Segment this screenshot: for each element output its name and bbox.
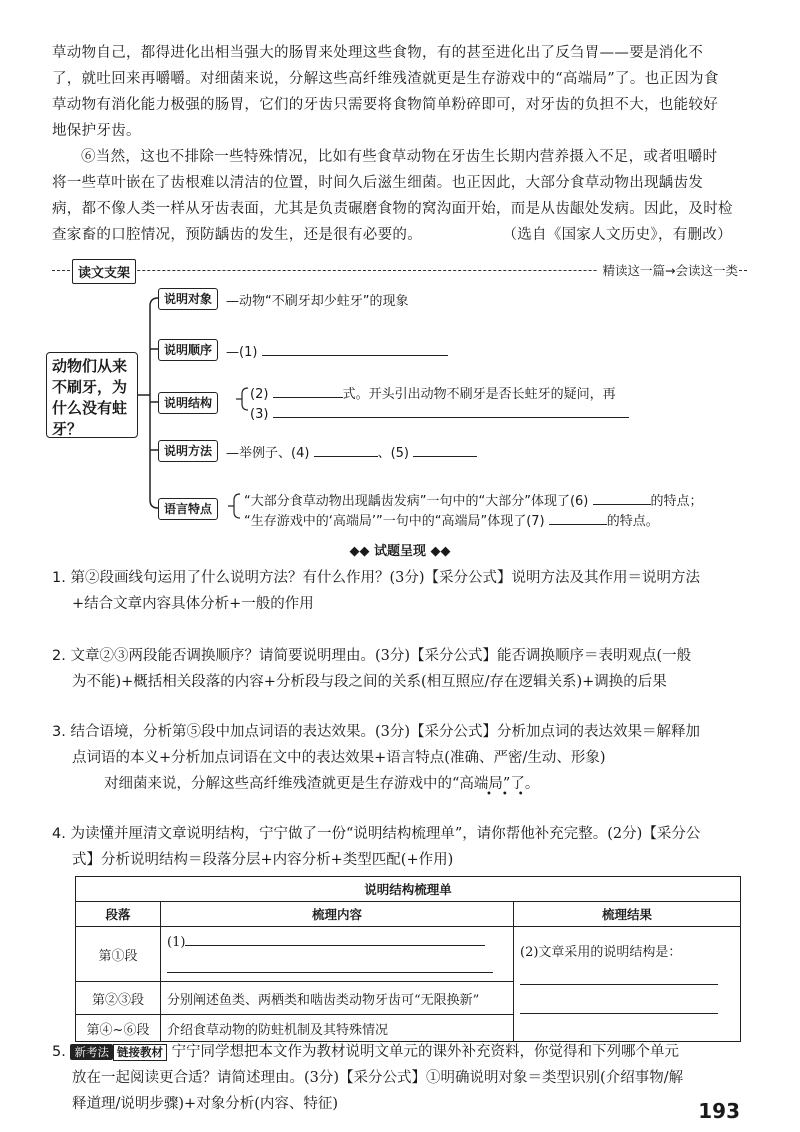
mindmap-node-language: 语言特点 <box>158 498 218 520</box>
section-right-text: 精读这一篇→会读这一类 <box>597 261 738 279</box>
mindmap-node-object: 说明对象 <box>158 288 218 310</box>
page-number: 193 <box>698 1099 740 1123</box>
mindmap-node-order-text: —(1) <box>226 341 448 360</box>
mindmap-node-structure-text-1: (2) 式。开头引出动物不刷牙是否长蛀牙的疑问，再 <box>250 383 616 402</box>
blank-label-3: (3) <box>250 407 269 422</box>
blank-4[interactable] <box>314 442 378 457</box>
badge-textbook-link: 链接教材 <box>113 1044 167 1061</box>
table-cell-para: 第①段 <box>76 927 161 982</box>
blank-6[interactable] <box>593 490 651 505</box>
table-blank-1b[interactable] <box>167 958 493 973</box>
question-4-line-1: 4. 为读懂并厘清文章说明结构，宁宁做了一份“说明结构梳理单”，请你帮他补充完整。(2分)【采分公 <box>52 826 701 842</box>
blank-2[interactable] <box>273 383 343 398</box>
article-source: （选自《国家人文历史》，有删改） <box>502 227 732 243</box>
table-cell-para: 第④~⑥段 <box>76 1015 161 1042</box>
table-cell-para: 第②③段 <box>76 982 161 1015</box>
mindmap-node-structure-text-2 <box>250 403 629 422</box>
mindmap-node-method: 说明方法 <box>158 440 218 462</box>
blank-label-2: (2) <box>250 387 269 402</box>
blank-label-1: (1) <box>239 345 258 360</box>
article-line: 了，就吐回来再嚼嚼。对细菌来说，分解这些高纤维残渣就更是生存游戏中的“高端局”了。也正因为食 <box>52 71 719 87</box>
question-3-line-1: 3. 结合语境，分析第⑤段中加点词语的表达效果。(3分)【采分公式】分析加点词的表达效果＝解释加 <box>52 724 700 740</box>
table-blank-2b[interactable] <box>520 999 718 1014</box>
table-cell-content: 分别阐述鱼类、两栖类和啮齿类动物牙齿可“无限换新” <box>161 982 514 1015</box>
table-header: 段落 <box>76 902 161 927</box>
blank-label-7: “生存游戏中的‘高端局’”一句中的“高端局”体现了(7) <box>244 514 545 529</box>
badge-new-method: 新考法 <box>70 1044 113 1060</box>
question-5-line-2: 放在一起阅读更合适？请简述理由。(3分)【采分公式】①明确说明对象＝类型识别(介绍事物/解 <box>72 1070 684 1086</box>
blank-label-4: —举例子、(4) <box>226 446 310 461</box>
mindmap-node-structure: 说明结构 <box>158 392 218 414</box>
article-last-line: 查家畜的口腔情况，预防龋齿的发生，还是很有必要的。 <box>52 227 422 243</box>
table-blank-2a[interactable] <box>520 970 718 985</box>
section-label: 读文支架 <box>72 259 136 284</box>
question-3-line-2: 点词语的本义+分析加点词语在文中的表达效果+语言特点(准确、严密/生动、形象) <box>72 750 606 766</box>
table-row <box>76 927 741 982</box>
article-line: 病，都不像人类一样从牙齿表面，尤其是负责碾磨食物的窝沟面开始，而是从齿龈处发病。因此，及时检 <box>52 201 733 217</box>
table-header: 梳理结果 <box>514 902 741 927</box>
question-5-line-1: 5. 新考法 链接教材 宁宁同学想把本文作为教材说明文单元的课外补充资料，你觉得和下列哪个单元 <box>52 1044 680 1060</box>
table-result-label: (2)文章采用的说明结构是： <box>520 945 682 960</box>
section-title: ◆◆ 试题呈现 ◆◆ <box>349 544 451 559</box>
blank-3[interactable] <box>273 403 629 418</box>
blank-1[interactable] <box>262 341 448 356</box>
question-5-line-3: 释道理/说明步骤)+对象分析(内容、特征) <box>72 1096 339 1112</box>
table-title: 说明结构梳理单 <box>76 877 741 902</box>
article-line: ⑥当然，这也不排除一些特殊情况，比如有些食草动物在牙齿生长期内营养摄入不足，或者咀嚼时 <box>81 149 718 165</box>
question-3-quote: 对细菌来说，分解这些高纤维残渣就更是生存游戏中的“高端局”了。 <box>104 776 540 792</box>
mindmap-node-object-text: —动物“不刷牙却少蛀牙”的现象 <box>226 294 409 309</box>
emphasis-dots: ••• <box>486 789 534 800</box>
blank-label-6: “大部分食草动物出现龋齿发病”一句中的“大部分”体现了(6) <box>244 494 589 509</box>
question-4-line-2: 式】分析说明结构＝段落分层+内容分析+类型匹配(+作用) <box>72 852 454 868</box>
question-1-line-2: +结合文章内容具体分析+一般的作用 <box>72 596 314 612</box>
table-cell-content <box>161 927 514 982</box>
article-line: 地保护牙齿。 <box>52 123 141 139</box>
table-header: 梳理内容 <box>161 902 514 927</box>
article-line: 草动物自己，都得进化出相当强大的肠胃来处理这些食物，有的甚至进化出了反刍胃——要是消化不 <box>52 45 704 61</box>
table-cell-content: 介绍食草动物的防蛀机制及其特殊情况 <box>161 1015 514 1042</box>
mindmap-node-method-text <box>226 442 477 461</box>
mindmap-node-language-text-1: “大部分食草动物出现龋齿发病”一句中的“大部分”体现了(6) 的特点； <box>244 490 703 509</box>
table-blank-1[interactable] <box>185 931 485 946</box>
question-2-line-1: 2. 文章②③两段能否调换顺序？请简要说明理由。(3分)【采分公式】能否调换顺序＝表明观点(一般 <box>52 648 692 664</box>
table-cell-result <box>514 927 741 1042</box>
blank-5[interactable] <box>413 442 477 457</box>
mindmap-node-language-text-2: “生存游戏中的‘高端局’”一句中的“高端局”体现了(7) 的特点。 <box>244 510 659 529</box>
article-line: 草动物有消化能力极强的肠胃，它们的牙齿只需要将食物简单粉碎即可，对牙齿的负担不大，也能较好 <box>52 97 718 113</box>
article-line: 将一些草叶嵌在了齿根难以清洁的位置，时间久后滋生细菌。也正因此，大部分食草动物出现龋齿发 <box>52 175 704 191</box>
mindmap-node-order: 说明顺序 <box>158 339 218 361</box>
structure-table <box>75 876 741 1042</box>
mindmap-root: 动物们从来不刷牙，为什么没有蛀牙？ <box>46 352 138 438</box>
question-2-line-2: 为不能)+概括相关段落的内容+分析段与段之间的关系(相互照应/存在逻辑关系)+调换的后果 <box>72 674 667 690</box>
table-blank-label-1: (1) <box>167 935 186 950</box>
blank-7[interactable] <box>549 510 607 525</box>
question-1-line-1: 1. 第②段画线句运用了什么说明方法？有什么作用？(3分)【采分公式】说明方法及其作用＝说明方法 <box>52 570 700 586</box>
blank-label-5: 、(5) <box>377 446 409 461</box>
